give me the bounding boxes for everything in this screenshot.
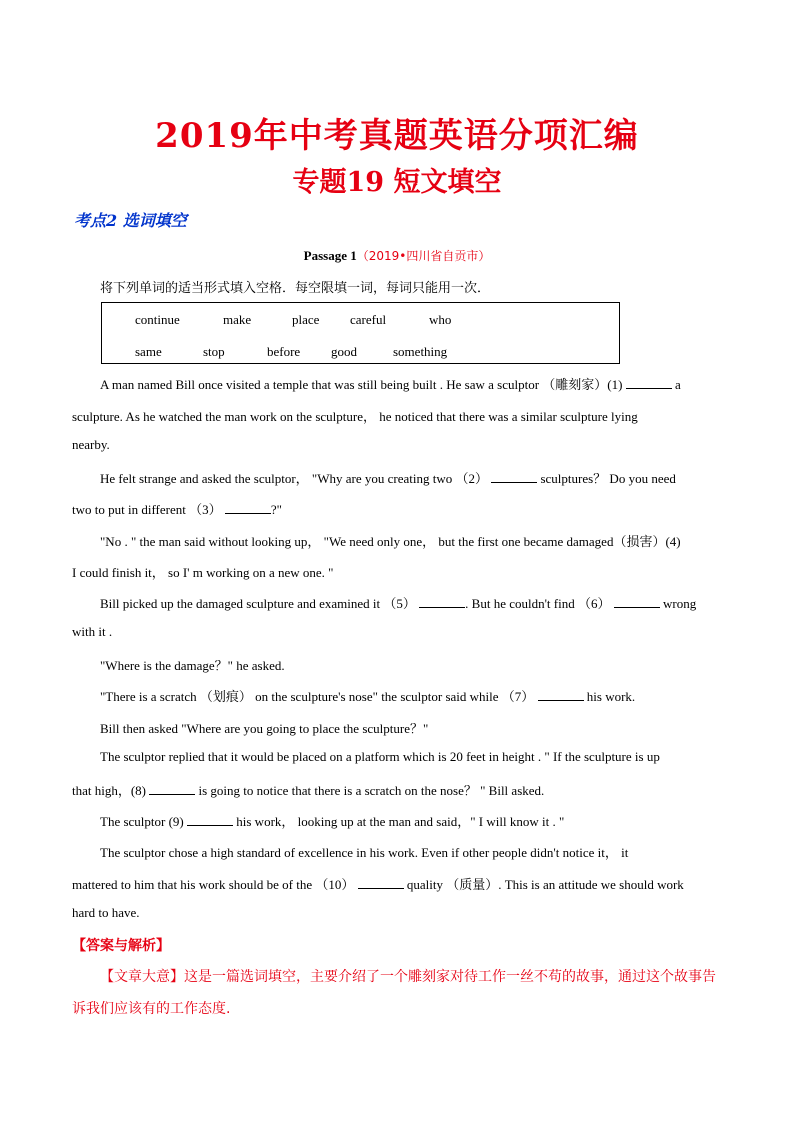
word-bank-item: stop [203,344,225,359]
instruction-text: 将下列单词的适当形式填入空格．每空限填一词，每词只能用一次． [100,281,491,296]
answer-blank-7[interactable] [538,689,584,701]
word-bank-item: continue [135,312,180,327]
passage-line: that high，(8) is going to notice that there is a scratch on the nose？ " Bill asked. [72,783,545,798]
passage-line: He felt strange and asked the sculptor， "Why are you creating two （2） sculptures？ Do you need [100,471,676,486]
answer-summary-line: 诉我们应该有的工作态度. [72,1001,231,1017]
word-bank-item: something [393,344,448,359]
section-heading: 考点2 选词填空 [74,211,187,230]
answer-heading: 【答案与解析】 [72,938,170,954]
page-title: 2019年中考真题英语分项汇编 [155,116,639,156]
page-subtitle: 专题19 短文填空 [292,167,502,198]
answer-blank-10[interactable] [358,877,404,889]
passage-name: Passage 1 [303,248,357,263]
passage-line: "There is a scratch （划痕） on the sculpture's nose" the sculptor said while （7） his work. [100,689,636,704]
word-bank-item: before [267,344,301,359]
passage-source: （2019•四川省自贡市） [356,249,491,263]
answer-blank-2[interactable] [491,471,537,483]
passage-line: I could finish it， so I' m working on a new one. " [72,565,334,580]
word-bank-item: same [135,344,162,359]
word-bank-item: who [429,312,452,327]
passage-heading [0,247,794,264]
passage-line: with it . [72,624,113,639]
passage-line: The sculptor (9) his work， looking up at the man and said，" I will know it . " [100,814,565,829]
word-bank-item: make [223,312,252,327]
passage-line: sculpture. As he watched the man work on the sculpture， he noticed that there was a similar sculpture lying [72,409,638,424]
answer-blank-9[interactable] [187,814,233,826]
passage-line: "No . " the man said without looking up， "We need only one， but the first one became damaged（损害）(4) [100,534,681,549]
answer-blank-5[interactable] [419,596,465,608]
word-bank-item: careful [350,312,387,327]
answer-summary-line: 【文章大意】这是一篇选词填空，主要介绍了一个雕刻家对待工作一丝不苟的故事，通过这个故事告 [100,969,716,985]
word-bank-box [101,302,620,364]
passage-line: The sculptor chose a high standard of excellence in his work. Even if other people didn't notice it， it [100,845,629,860]
answer-blank-6[interactable] [614,596,660,608]
passage-line: hard to have. [72,905,140,920]
answer-blank-3[interactable] [225,502,271,514]
word-bank-item: good [331,344,357,359]
passage-line: Bill picked up the damaged sculpture and examined it （5） . But he couldn't find （6） wrong [100,596,697,611]
passage-line: mattered to him that his work should be of the （10） quality （质量）. This is an attitude we should work [72,877,684,892]
passage-line: two to put in different （3） ?" [72,502,282,517]
answer-blank-1[interactable] [626,377,672,389]
passage-line: A man named Bill once visited a temple that was still being built . He saw a sculptor （雕刻家）(1) a [100,377,681,392]
word-bank-item: place [292,312,320,327]
passage-line: nearby. [72,437,110,452]
passage-line: Bill then asked "Where are you going to place the sculpture？" [100,721,429,736]
passage-line: The sculptor replied that it would be placed on a platform which is 20 feet in height . " If the sculpture is up [100,749,660,764]
passage-line: "Where is the damage？" he asked. [100,658,285,673]
answer-blank-8[interactable] [149,783,195,795]
